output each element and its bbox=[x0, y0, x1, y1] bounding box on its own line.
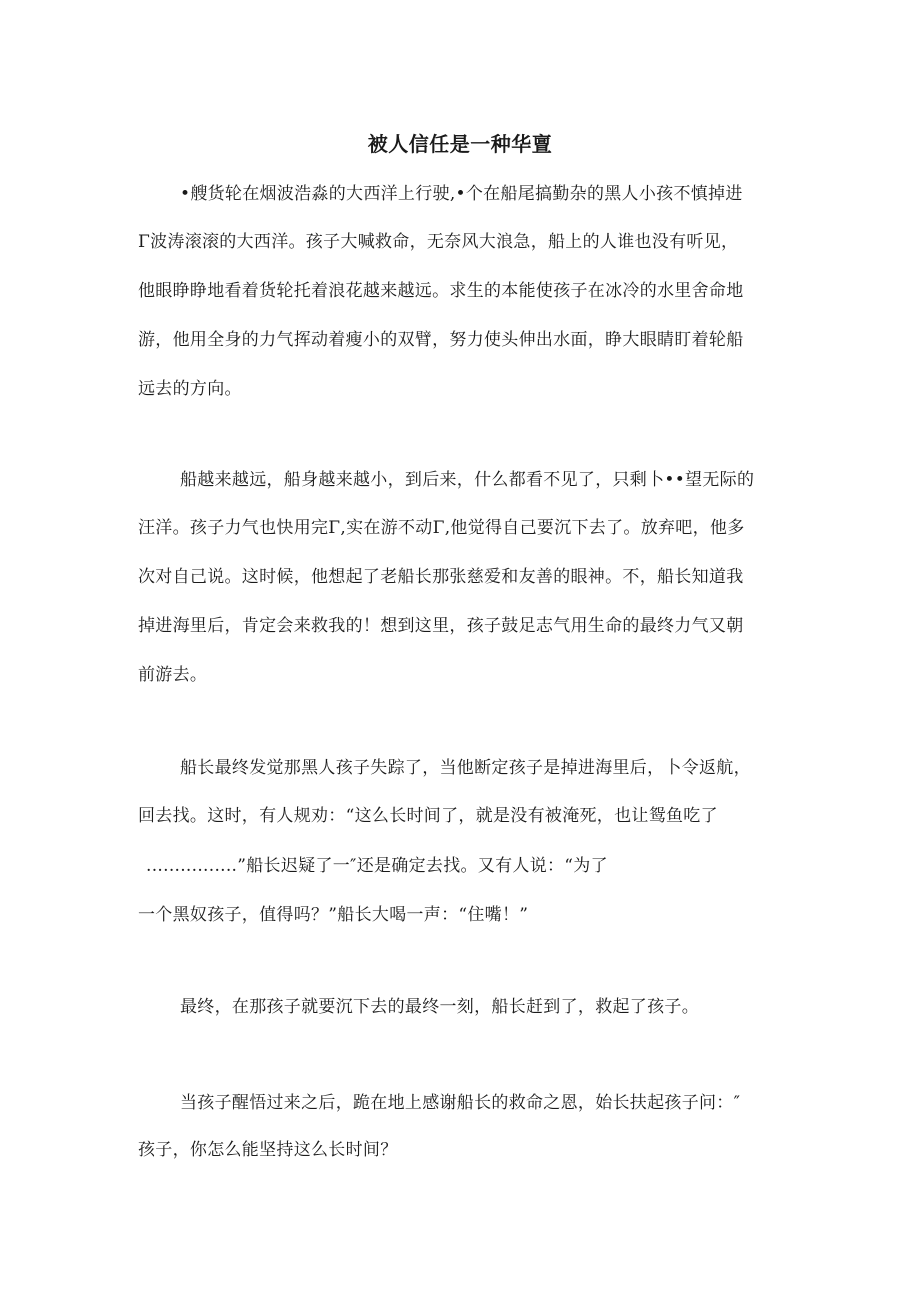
paragraph-3-line-2: 回去找。这时，有人规劝：“这么长时间了，就是没有被淹死，也让鸳鱼吃了 bbox=[138, 806, 718, 826]
paragraph-2-line-1: 船越来越远，船身越来越小，到后来，什么都看不见了，只剩卜••望无际的 bbox=[180, 470, 755, 490]
paragraph-3-line-3: ................”船长迟疑了一″还是确定去找。又有人说：“为了 bbox=[146, 856, 608, 876]
paragraph-5-line-1: 当孩子醒悟过来之后，跪在地上感谢船长的救命之恩，始长扶起孩子问：″ bbox=[180, 1093, 741, 1113]
paragraph-1-line-2: Γ波涛滚滚的大西洋。孩子大喊救命，无奈风大浪急，船上的人谁也没有听见， bbox=[138, 232, 739, 252]
paragraph-2-line-2: 汪洋。孩子力气也快用完Γ,实在游不动Γ,他觉得自己要沉下去了。放弃吧，他多 bbox=[138, 518, 745, 538]
paragraph-3-line-4: 一个黑奴孩子，值得吗？”船长大喝一声：“住嘴！” bbox=[138, 905, 529, 925]
paragraph-3-line-1: 船长最终发觉那黑人孩子失踪了，当他断定孩子是掉进海里后，卜令返航， bbox=[180, 758, 751, 778]
paragraph-2-line-4: 掉进海里后，肯定会来救我的！想到这里，孩子鼓足志气用生命的最终力气又朝 bbox=[138, 616, 744, 636]
paragraph-2-line-3: 次对自己说。这时候，他想起了老船长那张慈爱和友善的眼神。不，船长知道我 bbox=[138, 567, 744, 587]
paragraph-1-line-1: •艘货轮在烟波浩淼的大西洋上行驶,•个在船尾搞勤杂的黑人小孩不慎掉进 bbox=[180, 184, 743, 204]
paragraph-5-line-2: 孩子，你怎么能坚持这么长时间？ bbox=[138, 1140, 398, 1160]
paragraph-1-line-4: 游，他用全身的力气挥动着瘦小的双臂，努力使头伸出水面，睁大眼睛盯着轮船 bbox=[138, 330, 744, 350]
paragraph-1-line-3: 他眼睁睁地看着货轮托着浪花越来越远。求生的本能使孩子在冰冷的水里舍命地 bbox=[138, 281, 744, 301]
paragraph-1-line-5: 远去的方向。 bbox=[138, 379, 242, 399]
document-title: 被人信任是一种华亶 bbox=[367, 132, 553, 156]
paragraph-4-line-1: 最终，在那孩子就要沉下去的最终一刻，船长赶到了，救起了孩子。 bbox=[180, 997, 699, 1017]
paragraph-2-line-5: 前游去。 bbox=[138, 665, 208, 685]
